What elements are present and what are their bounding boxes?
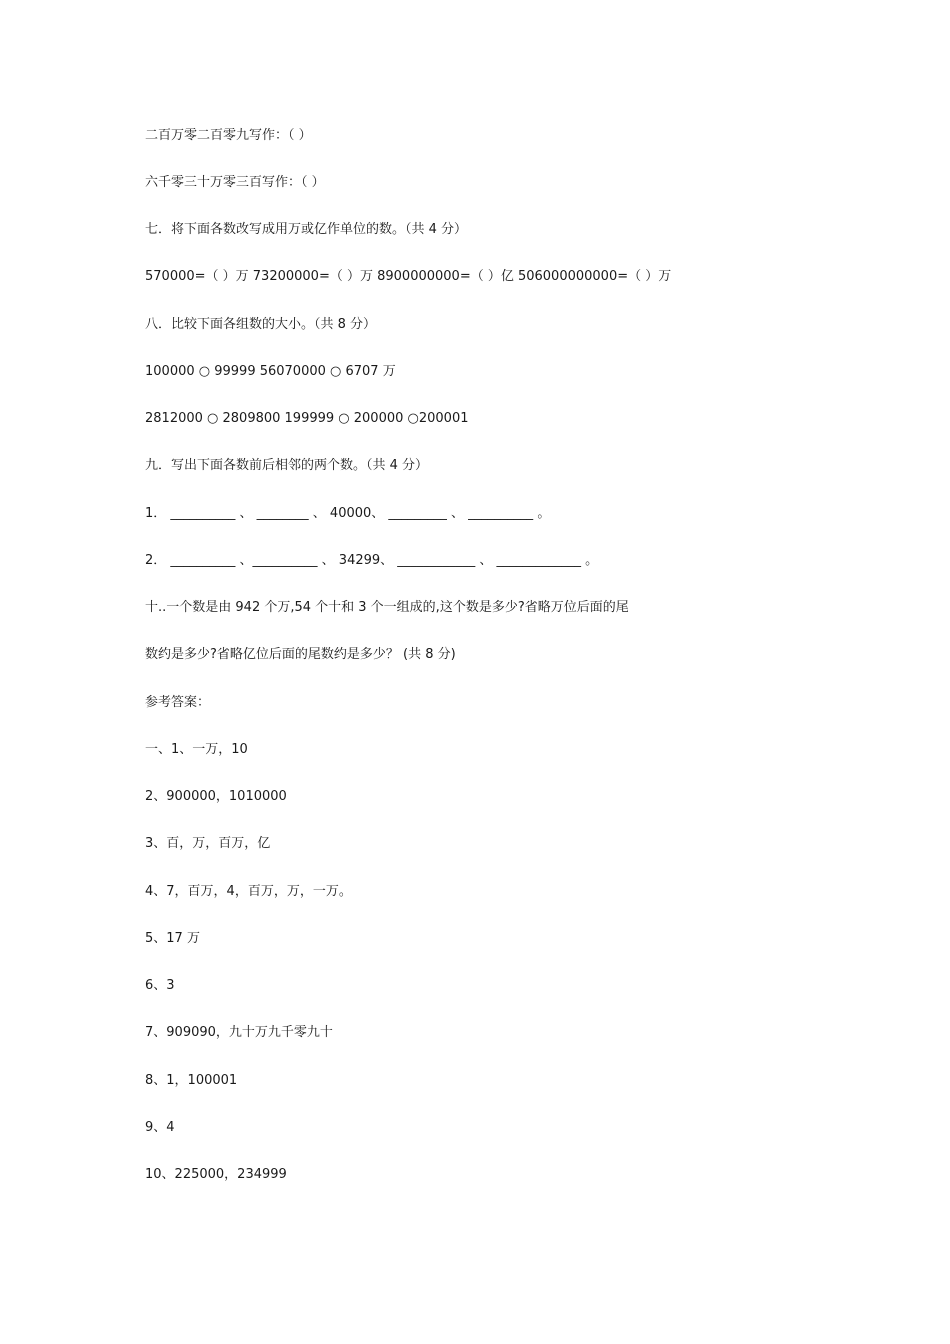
answer-line-8: 8、1，100001 [145,1073,238,1088]
answer-line-10: 10、225000，234999 [145,1167,287,1182]
answers-heading: 参考答案： [145,695,211,710]
question-line-compare-1: 100000 ○ 99999 56070000 ○ 6707 万 [145,364,396,379]
section-heading-8: 八．比较下面各组数的大小。（共 8 分） [145,317,377,332]
answer-line-9: 9、4 [145,1120,175,1135]
section-heading-7: 七．将下面各数改写成用万或亿作单位的数。（共 4 分） [145,222,468,237]
section-heading-9: 九．写出下面各数前后相邻的两个数。（共 4 分） [145,458,429,473]
answer-line-3: 3、百，万，百万，亿 [145,836,271,851]
question-line-neighbors-1: 1． __________ 、 ________ 、 40000、 _________ 、 __________ 。 [145,506,551,521]
question-line-write-number-2: 六千零三十万零三百写作：（ ） [145,175,325,190]
section-heading-10-line-1: 十..一个数是由 942 个万,54 个十和 3 个一组成的,这个数是多少?省略万位后面的尾 [145,600,629,615]
answer-line-4: 4、7，百万，4，百万，万，一万。 [145,884,352,899]
answer-line-2: 2、900000，1010000 [145,789,287,804]
question-line-write-number-1: 二百万零二百零九写作：（ ） [145,128,312,143]
answer-line-1: 一、1、一万，10 [145,742,248,757]
question-line-neighbors-2: 2． __________ 、__________ 、 34299、 ____________ 、 _____________ 。 [145,553,599,568]
answer-line-5: 5、17 万 [145,931,200,946]
section-heading-10-line-2: 数约是多少?省略亿位后面的尾数约是多少？ (共 8 分) [145,647,456,662]
answer-line-7: 7、909090，九十万九千零九十 [145,1025,333,1040]
question-line-compare-2: 2812000 ○ 2809800 199999 ○ 200000 ○200001 [145,411,469,426]
answer-line-6: 6、3 [145,978,175,993]
question-line-rewrite-units: 570000=（ ）万 73200000=（ ）万 8900000000=（ ）亿 506000000000=（ ）万 [145,269,672,284]
